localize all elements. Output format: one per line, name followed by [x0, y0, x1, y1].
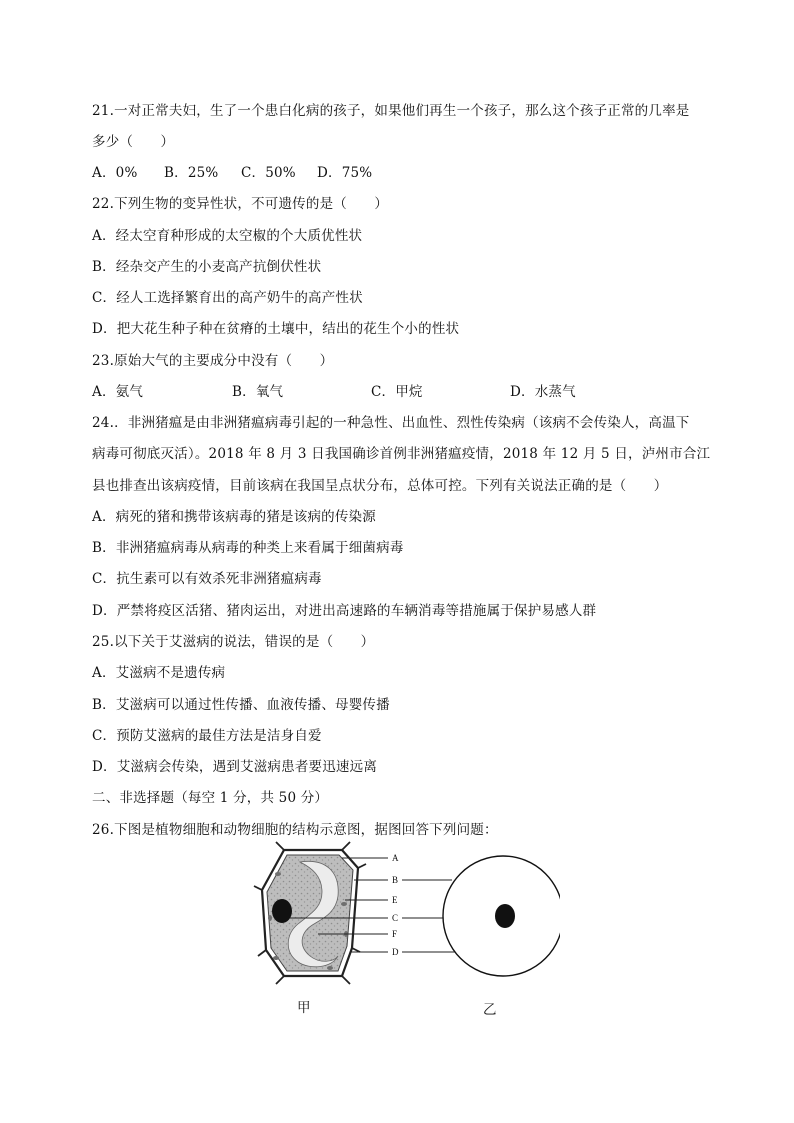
q24-stem-line1: 24.．非洲猪瘟是由非洲猪瘟病毒引起的一种急性、出血性、烈性传染病（该病不会传染人，高温下: [92, 415, 690, 431]
animal-nucleus: [495, 904, 515, 928]
cell-diagram: [240, 838, 560, 1018]
q23-option-a: A．氨气: [92, 384, 144, 400]
label-a: A: [392, 853, 399, 863]
q23-option-d: D．水蒸气: [510, 384, 576, 400]
q26-stem: 26.下图是植物细胞和动物细胞的结构示意图，据图回答下列问题：: [92, 822, 498, 838]
q24-option-a: A．病死的猪和携带该病毒的猪是该病的传染源: [92, 509, 376, 525]
q25-stem: 25.以下关于艾滋病的说法，错误的是（ ）: [92, 634, 375, 650]
q22-option-c: C．经人工选择繁育出的高产奶牛的高产性状: [92, 290, 363, 306]
caption-plant-cell: 甲: [297, 1000, 311, 1016]
q21-stem-line1: 21.一对正常夫妇，生了一个患白化病的孩子，如果他们再生一个孩子，那么这个孩子正常的几率是: [92, 103, 690, 119]
q25-option-c: C．预防艾滋病的最佳方法是洁身自爱: [92, 728, 322, 744]
q24-option-c: C．抗生素可以有效杀死非洲猪瘟病毒: [92, 571, 322, 587]
q21-option-c: C．50%: [241, 165, 296, 181]
q23-options: [92, 383, 592, 401]
q25-option-a: A．艾滋病不是遗传病: [92, 665, 226, 681]
cell-diagram-svg: [240, 838, 560, 1018]
q24-stem-line3: 县也排查出该病疫情，目前该病在我国呈点状分布，总体可控。下列有关说法正确的是（ ）: [92, 478, 668, 494]
caption-animal-cell: 乙: [483, 1002, 497, 1018]
q22-stem: 22.下列生物的变异性状，不可遗传的是（ ）: [92, 196, 389, 212]
label-b: B: [392, 875, 399, 885]
q24-option-d: D．严禁将疫区活猪、猪肉运出，对进出高速路的车辆消毒等措施属于保护易感人群: [92, 603, 597, 619]
q25-option-d: D．艾滋病会传染，遇到艾滋病患者要迅速远离: [92, 759, 378, 775]
q21-option-a: A．0%: [92, 165, 138, 181]
q21-stem-line2: 多少（ ）: [92, 134, 175, 150]
q22-option-b: B．经杂交产生的小麦高产抗倒伏性状: [92, 259, 322, 275]
q21-options: [92, 164, 392, 182]
q22-option-a: A．经太空育种形成的太空椒的个大质优性状: [92, 228, 363, 244]
q23-stem: 23.原始大气的主要成分中没有（ ）: [92, 353, 334, 369]
q21-option-b: B．25%: [164, 165, 219, 181]
q24-option-b: B．非洲猪瘟病毒从病毒的种类上来看属于细菌病毒: [92, 540, 404, 556]
q25-option-b: B．艾滋病可以通过性传播、血液传播、母婴传播: [92, 697, 390, 713]
label-f: F: [392, 929, 398, 939]
q22-option-d: D．把大花生种子种在贫瘠的土壤中，结出的花生个小的性状: [92, 321, 460, 337]
q24-stem-line2: 病毒可彻底灭活）。2018 年 8 月 3 日我国确诊首例非洲猪瘟疫情，2018 年 12 月 5 日，泸州市合江: [92, 446, 711, 462]
label-c: C: [392, 913, 399, 923]
section2-heading: 二、非选择题（每空 1 分，共 50 分）: [92, 790, 329, 806]
label-d: D: [392, 947, 399, 957]
label-e: E: [392, 895, 398, 905]
q21-option-d: D．75%: [317, 165, 373, 181]
q23-option-c: C．甲烷: [371, 384, 423, 400]
plant-nucleus: [272, 899, 292, 923]
q23-option-b: B．氧气: [232, 384, 284, 400]
